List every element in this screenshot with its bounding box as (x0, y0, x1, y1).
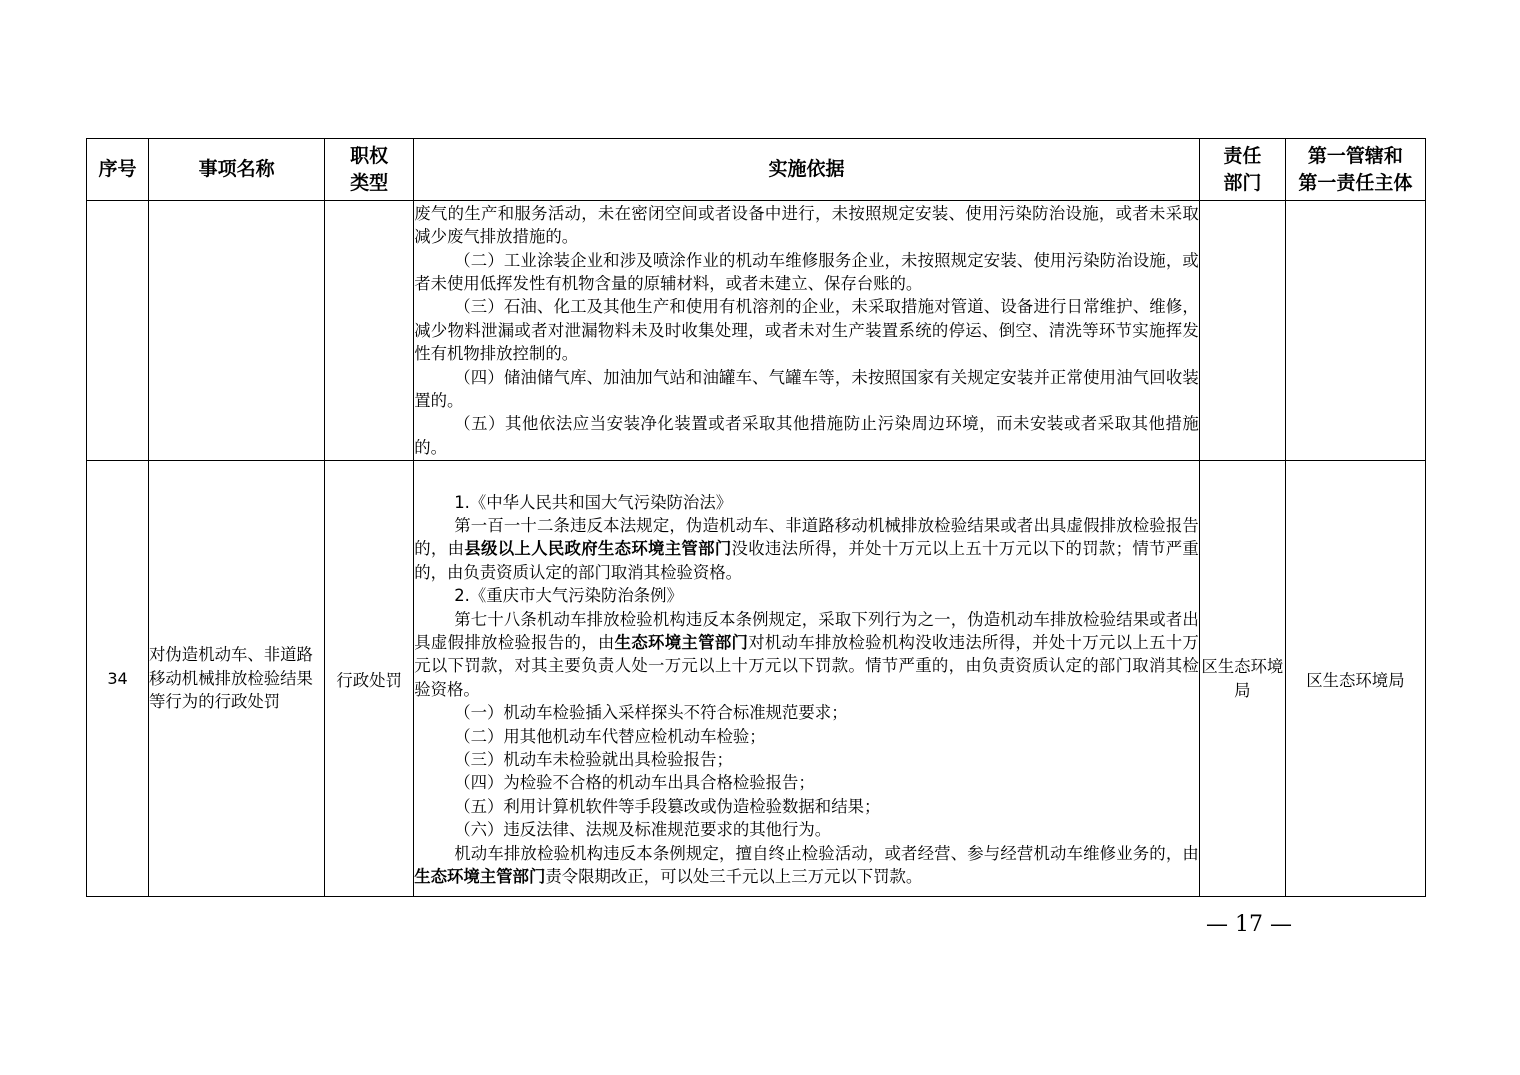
name-cell (149, 201, 325, 461)
header-basis: 实施依据 (414, 139, 1200, 201)
header-owner: 第一管辖和 第一责任主体 (1285, 139, 1425, 201)
law-title: 1.《中华人民共和国大气污染防治法》 (454, 492, 733, 512)
law-title: 2.《重庆市大气污染防治条例》 (454, 586, 683, 606)
header-name: 事项名称 (149, 139, 325, 201)
authority-bold: 生态环境主管部门 (414, 867, 546, 887)
basis-paragraph: 废气的生产和服务活动，未在密闭空间或者设备中进行，未按照规定安装、使用污染防治设施，或者未采取减少废气排放措施的。 (414, 203, 1199, 247)
dept-cell (1199, 201, 1285, 461)
basis-paragraph: 机动车排放检验机构违反本条例规定，擅自终止检验活动，或者经营、参与经营机动车维修业务的，由生态环境主管部门责令限期改正，可以处三千元以上三万元以下罚款。 (414, 843, 1199, 887)
basis-paragraph: （五）其他依法应当安装净化装置或者采取其他措施防止污染周边环境，而未安装或者采取其他措施的。 (414, 414, 1199, 457)
header-type: 职权 类型 (325, 139, 414, 201)
basis-paragraph: （四）储油储气库、加油加气站和油罐车、气罐车等，未按照国家有关规定安装并正常使用油气回收装置的。 (414, 367, 1199, 411)
enforcement-table (86, 138, 1426, 897)
page-number: — 17 — (1206, 912, 1292, 937)
authority-bold: 生态环境主管部门 (614, 632, 749, 652)
header-dept: 责任 部门 (1199, 139, 1285, 201)
basis-item: （三）机动车未检验就出具检验报告； (454, 750, 733, 770)
basis-item: （一）机动车检验插入采样探头不符合标准规范要求； (454, 703, 848, 723)
owner-cell: 区生态环境局 (1285, 461, 1425, 897)
type-cell (325, 201, 414, 461)
seq-cell: 34 (87, 461, 149, 897)
basis-paragraph: （二）工业涂装企业和涉及喷涂作业的机动车维修服务企业，未按照规定安装、使用污染防治设施，或者未使用低挥发性有机物含量的原辅材料，或者未建立、保存台账的。 (414, 250, 1199, 293)
owner-cell (1285, 201, 1425, 461)
authority-bold: 县级以上人民政府生态环境主管部门 (464, 539, 732, 559)
table-header-row (87, 139, 1426, 201)
basis-paragraph: 第一百一十二条违反本法规定，伪造机动车、非道路移动机械排放检验结果或者出具虚假排放检验报告的，由县级以上人民政府生态环境主管部门没收违法所得，并处十万元以上五十万元以下的罚款；情节严重的，由负责资质认定的部门取消其检验资格。 (414, 515, 1199, 582)
seq-cell (87, 201, 149, 461)
name-cell: 对伪造机动车、非道路移动机械排放检验结果等行为的行政处罚 (149, 461, 325, 897)
basis-cell (414, 201, 1200, 461)
basis-paragraph: （三）石油、化工及其他生产和使用有机溶剂的企业，未采取措施对管道、设备进行日常维护、维修，减少物料泄漏或者对泄漏物料未及时收集处理，或者未对生产装置系统的停运、倒空、清洗等环节实施挥发性有机物排放控制的。 (414, 297, 1199, 364)
header-seq: 序号 (87, 139, 149, 201)
basis-item: （四）为检验不合格的机动车出具合格检验报告； (454, 773, 815, 793)
basis-paragraph: 第七十八条机动车排放检验机构违反本条例规定，采取下列行为之一，伪造机动车排放检验结果或者出具虚假排放检验报告的，由生态环境主管部门对机动车排放检验机构没收违法所得，并处十万元以上五十万元以下罚款，对其主要负责人处一万元以上十万元以下罚款。情节严重的，由负责资质认定的部门取消其检验资格。 (414, 609, 1199, 699)
type-cell: 行政处罚 (325, 461, 414, 897)
basis-cell (414, 461, 1200, 897)
table-row-continued (87, 201, 1426, 461)
table-row-34 (87, 461, 1426, 897)
dept-cell: 区生态环境局 (1199, 461, 1285, 897)
basis-item: （二）用其他机动车代替应检机动车检验； (454, 726, 766, 746)
basis-item: （六）违反法律、法规及标准规范要求的其他行为。 (454, 820, 832, 840)
basis-item: （五）利用计算机软件等手段篡改或伪造检验数据和结果； (454, 796, 881, 816)
